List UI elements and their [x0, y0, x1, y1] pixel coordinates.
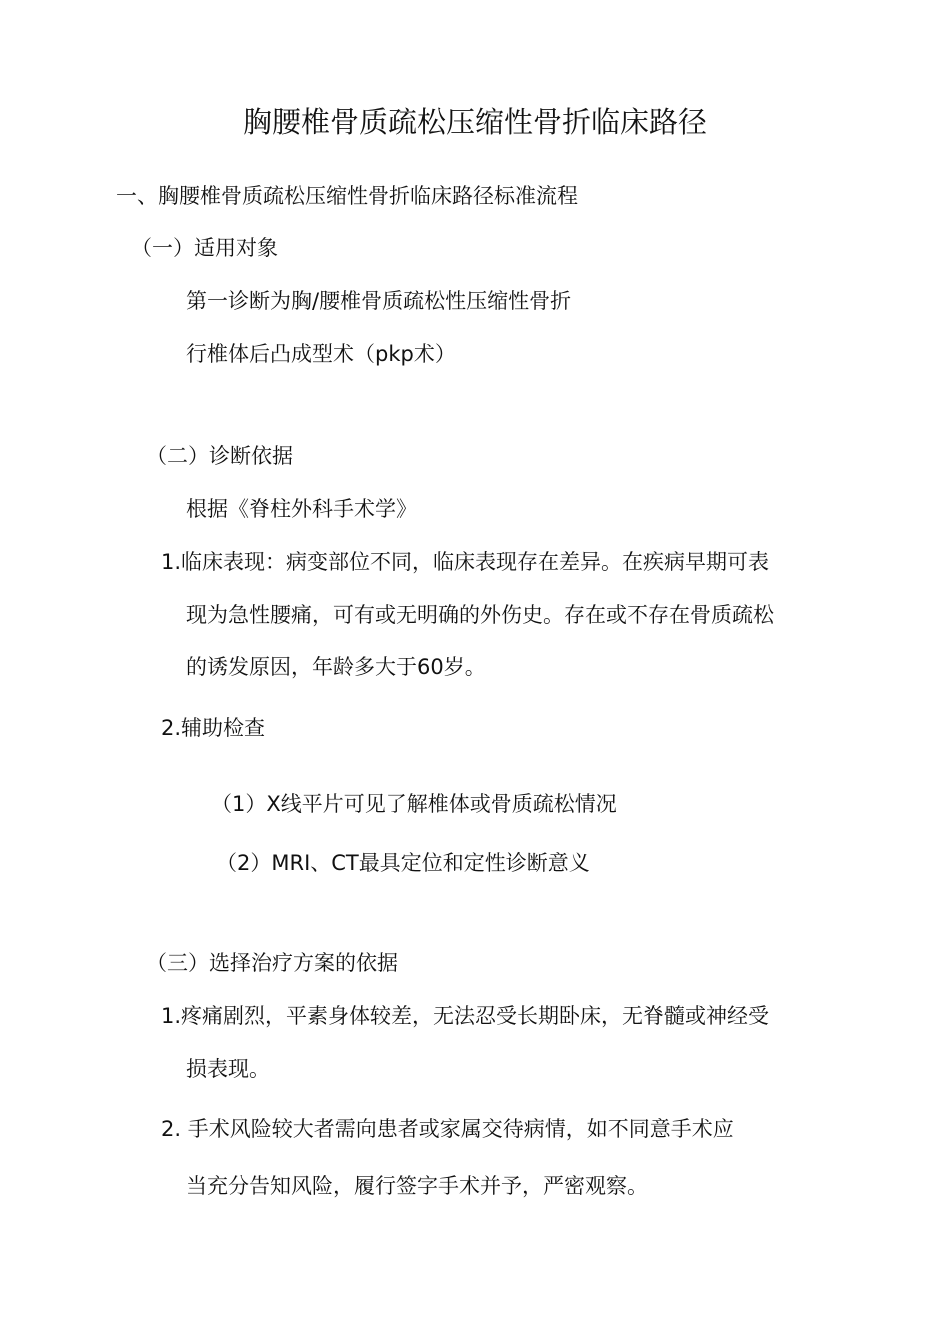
paragraph-line: 行椎体后凸成型术（pkp术）	[186, 342, 456, 366]
list-item-line: 损表现。	[186, 1057, 270, 1081]
sub-list-item: （1）X线平片可见了解椎体或骨质疏松情况	[211, 792, 617, 816]
paragraph-line: 根据《脊柱外科手术学》	[186, 497, 417, 521]
list-item-line: 2. 手术风险较大者需向患者或家属交待病情，如不同意手术应	[161, 1117, 734, 1141]
list-item-line: 的诱发原因，年龄多大于60岁。	[186, 655, 486, 679]
sub-list-item: （2）MRI、CT最具定位和定性诊断意义	[216, 851, 590, 875]
list-item-line: 当充分告知风险，履行签字手术并予，严密观察。	[186, 1174, 648, 1198]
list-item-line: 现为急性腰痛，可有或无明确的外伤史。存在或不存在骨质疏松	[186, 603, 774, 627]
subsection-heading-treatment-basis: （三）选择治疗方案的依据	[146, 951, 398, 975]
subsection-heading-diagnosis-basis: （二）诊断依据	[146, 444, 293, 468]
list-item-line: 1.临床表现：病变部位不同，临床表现存在差异。在疾病早期可表	[161, 550, 770, 574]
document-title: 胸腰椎骨质疏松压缩性骨折临床路径	[242, 105, 707, 139]
section-heading: 一、胸腰椎骨质疏松压缩性骨折临床路径标准流程	[116, 184, 578, 208]
paragraph-line: 第一诊断为胸/腰椎骨质疏松性压缩性骨折	[186, 289, 572, 313]
list-item-heading: 2.辅助检查	[161, 716, 266, 740]
subsection-heading-applicable-subjects: （一）适用对象	[131, 236, 278, 260]
list-item-line: 1.疼痛剧烈，平素身体较差，无法忍受长期卧床，无脊髓或神经受	[161, 1004, 770, 1028]
